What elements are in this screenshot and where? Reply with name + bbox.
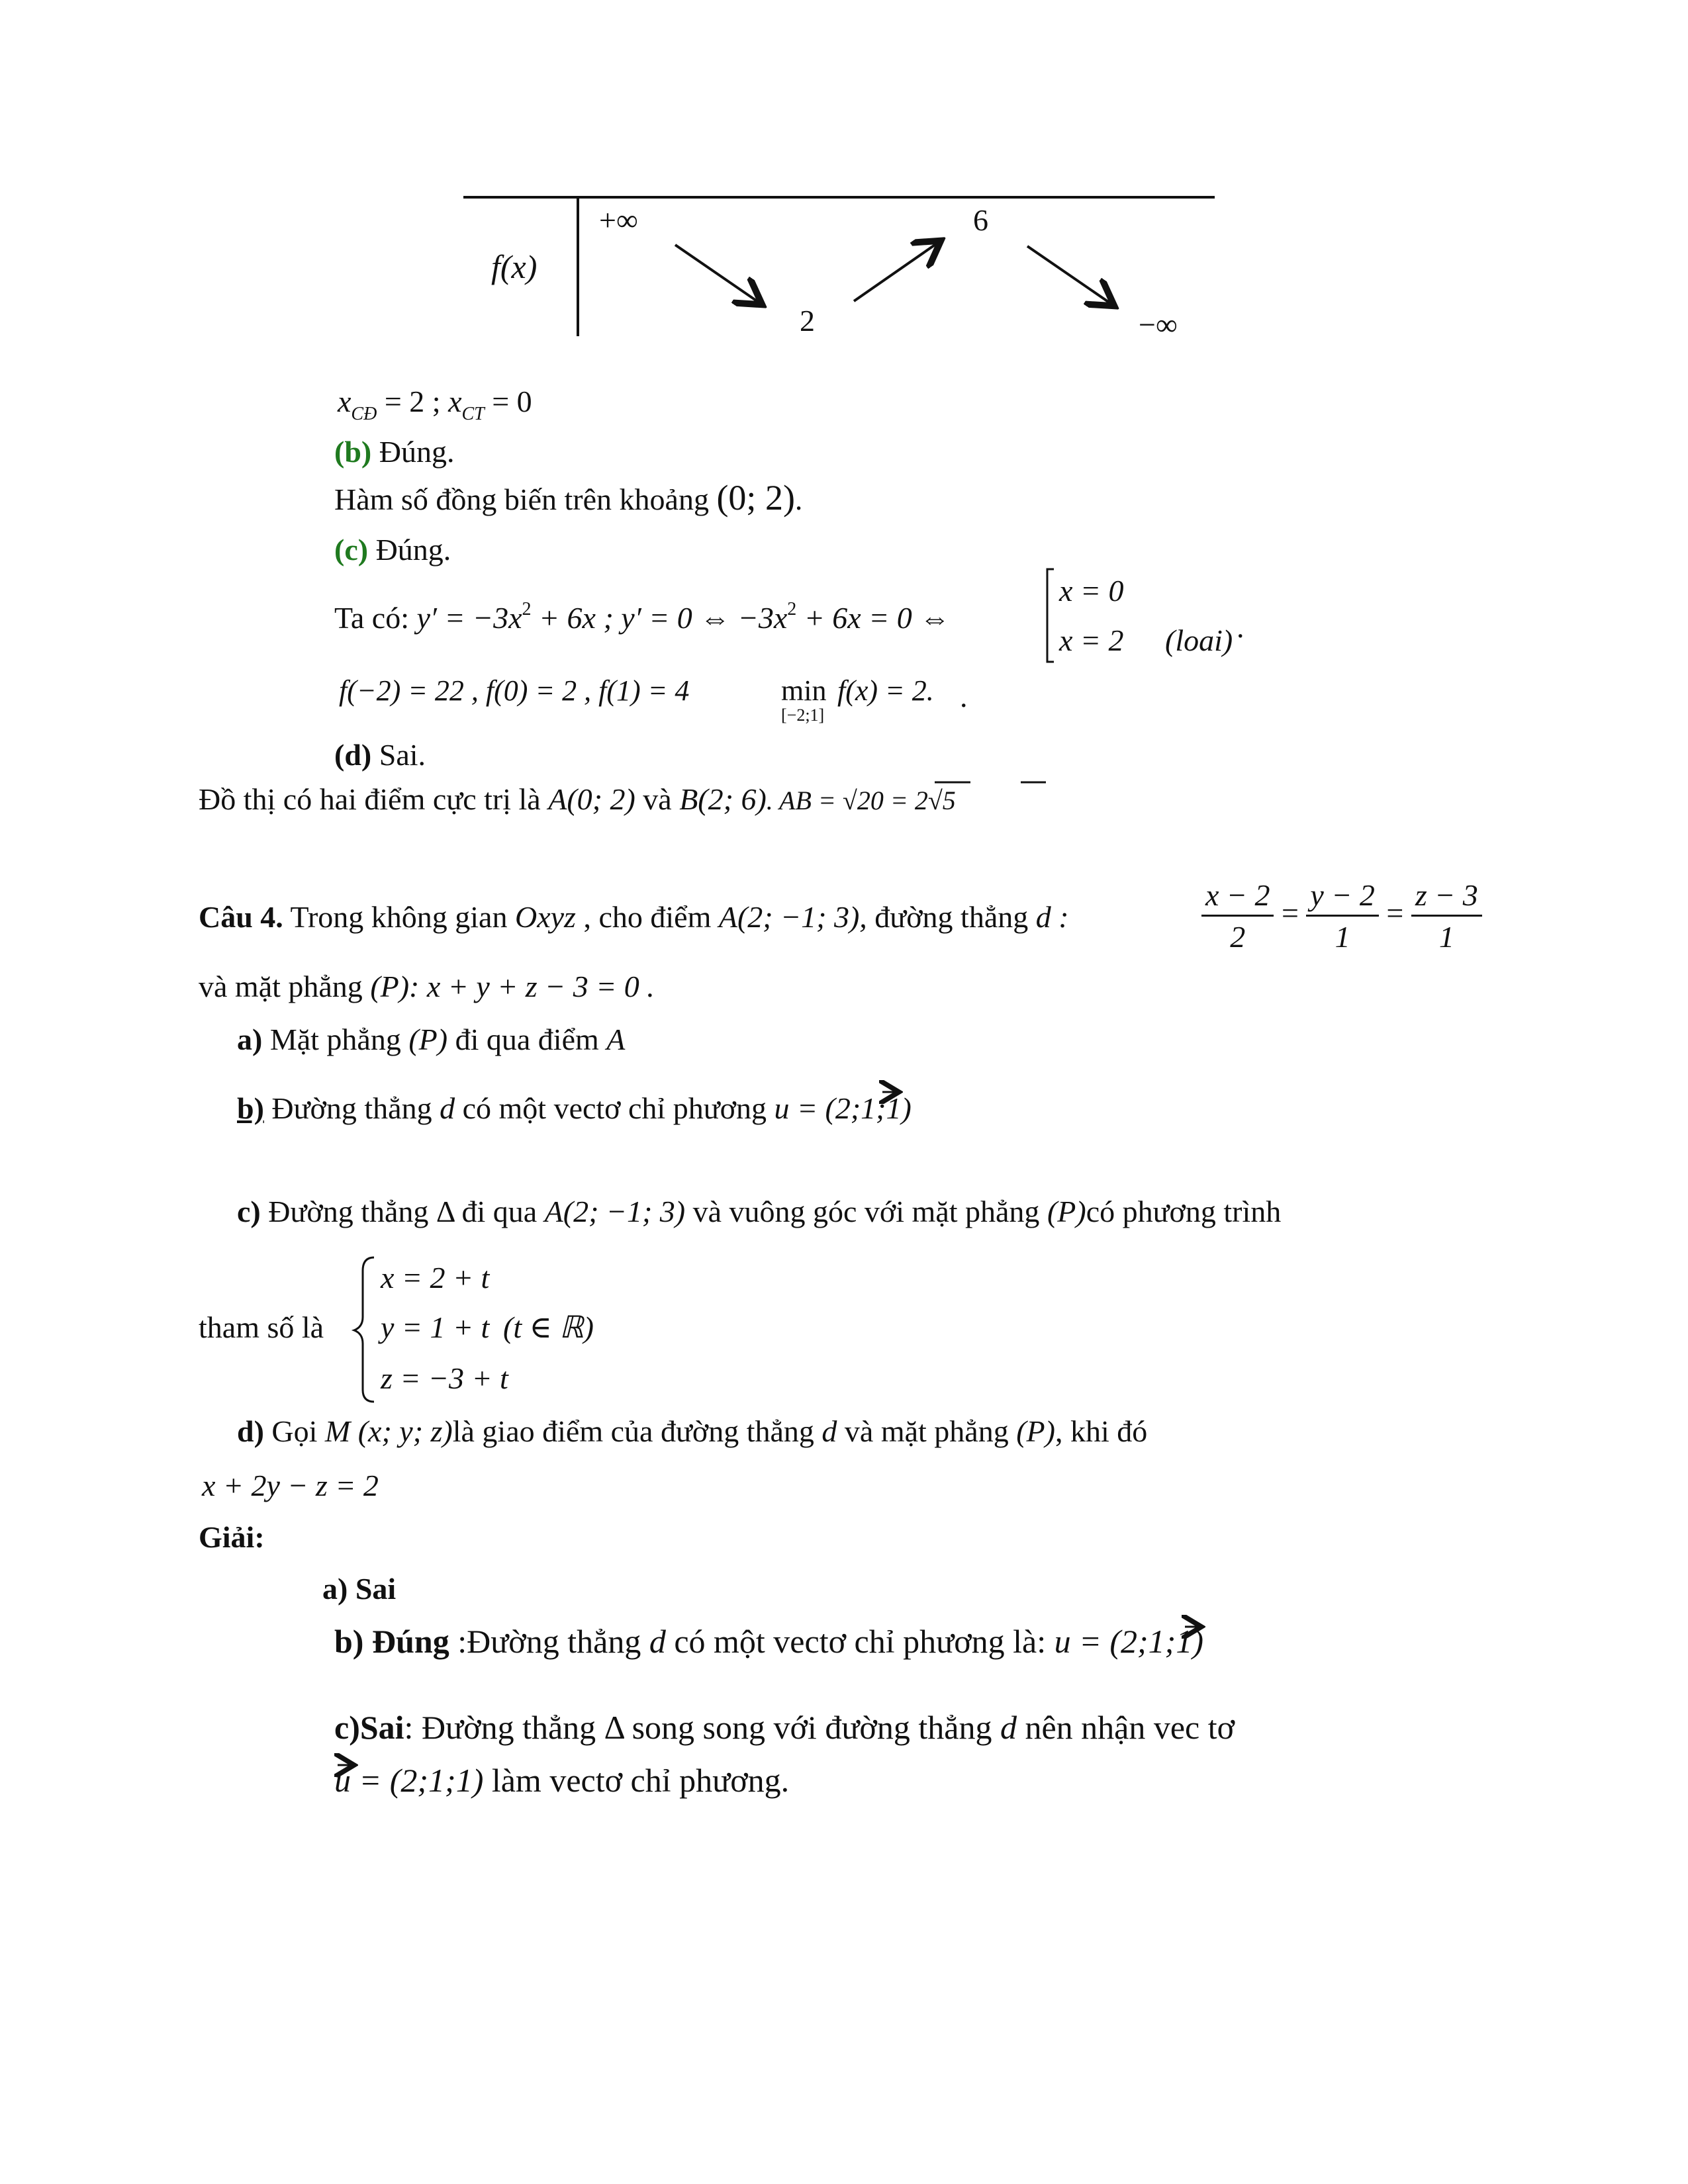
answer-c-trailing-dot: . [960, 680, 968, 713]
system-line-1: x = 0 [1059, 574, 1124, 608]
answer-d-line: (d) Sai. [334, 738, 426, 772]
solution-c: c)Sai: Đường thẳng Δ song song với đường thẳng d nên nhận vec tơ [334, 1709, 1235, 1746]
solution-title: Giải: [199, 1520, 265, 1554]
arrow-down-2 [1027, 246, 1112, 304]
q4-statement-d: d) Gọi M (x; y; z)là giao điểm của đường thẳng d và mặt phẳng (P), khi đó [237, 1414, 1148, 1448]
q4-statement-d-equation: x + 2y − z = 2 [202, 1469, 379, 1502]
system-line-2: x = 2 [1059, 623, 1124, 657]
answer-c-derivative: Ta có: $y' = -3x^2 + 6x$ ; y′ = 0 ⇔ $-3x^2 + 6x = 0$ ⇔ [334, 599, 951, 635]
answer-b-line: (b) Đúng. [334, 435, 455, 469]
q4-line-equation: $\frac{x - 2}{2}$ = $\frac{y - 2}{1}$ = $\frac{z - 3}{1}$ [1201, 880, 1482, 952]
arrow-down-1 [675, 245, 760, 303]
q4-param-label: tham số là [199, 1310, 324, 1344]
answer-b-explanation: Hàm số đồng biến trên khoảng (0; 2). [334, 478, 803, 518]
table-value-2: 2 [800, 304, 815, 338]
table-value-minus-inf: −∞ [1139, 308, 1178, 341]
q4-statement-c: c) Đường thẳng Δ đi qua A(2; −1; 3) và vuông góc với mặt phẳng (P)có phương trình [237, 1195, 1282, 1228]
answer-c-line: (c) Đúng. [334, 533, 451, 567]
system-dot: . [1237, 610, 1244, 644]
q4-param-x: x = 2 + t [381, 1261, 490, 1295]
q4-statement-a: a) Mặt phẳng (P) đi qua điểm A [237, 1023, 626, 1056]
q4-plane: và mặt phẳng (P): x + y + z − 3 = 0 . [199, 970, 655, 1003]
q4-param-y: y = 1 + t [381, 1310, 490, 1344]
arrow-up [854, 242, 939, 301]
q4-header: Câu 4. Trong không gian Oxyz , cho điểm A(2; −1; 3), đường thẳng d : [199, 900, 1069, 934]
answer-c-values: f(−2) = 22 , f(0) = 2 , f(1) = 4 [339, 674, 690, 707]
q4-statement-b: b) Đường thẳng d có một vectơ chỉ phương u = (2;1;1) [237, 1091, 912, 1125]
solution-b: b) Đúng :Đường thẳng d có một vectơ chỉ phương là: u = (2;1;1) [334, 1623, 1203, 1660]
solution-a: a) Sai [322, 1572, 397, 1606]
solution-c-continued: u = (2;1;1) làm vectơ chỉ phương. [334, 1762, 790, 1799]
extrema-line: $x_{CĐ} = 2$ ; $x_{CT} = 0$ [338, 385, 532, 424]
q4-param-t-in-R: (t ∈ ℝ) [503, 1310, 594, 1344]
system-loai: (loai) [1165, 623, 1233, 657]
system-bracket [1047, 569, 1054, 662]
answer-d-explanation: Đồ thị có hai điểm cực trị là A(0; 2) và B(2; 6). AB = √20 = 2√5 [199, 782, 956, 816]
answer-c-min-interval: [−2;1] [781, 705, 825, 725]
param-brace [354, 1257, 374, 1402]
table-value-6: 6 [973, 203, 988, 237]
table-label-fx: f(x) [491, 248, 538, 285]
q4-param-z: z = −3 + t [381, 1361, 508, 1395]
answer-c-min: min [781, 674, 827, 707]
answer-c-min-value: f(x) = 2. [837, 674, 934, 707]
table-value-plus-inf: +∞ [599, 203, 638, 237]
